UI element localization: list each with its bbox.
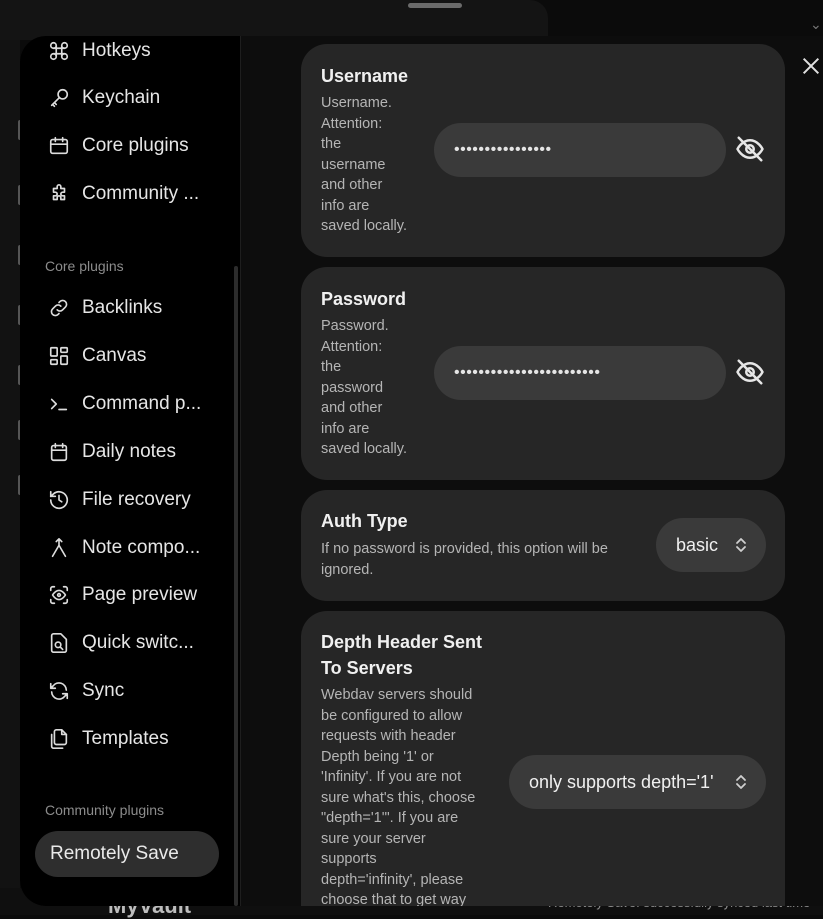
sidebar-item-templates[interactable] [48, 721, 169, 757]
section-label-core-plugins: Core plugins [45, 258, 124, 274]
sidebar-item-command-palette[interactable] [48, 386, 201, 422]
files-icon [48, 728, 70, 750]
sidebar-item-label: Templates [82, 728, 169, 749]
eye-off-icon [735, 134, 765, 164]
settings-sidebar [20, 36, 240, 906]
username-input[interactable]: •••••••••••••••• [434, 123, 726, 177]
password-input[interactable]: •••••••••••••••••••••••• [434, 346, 726, 400]
calendar-icon [48, 441, 70, 463]
select-value: basic [676, 534, 719, 555]
sidebar-item-file-recovery[interactable] [48, 482, 191, 518]
eye-off-icon [735, 357, 765, 387]
sidebar-item-label: Community ... [82, 183, 200, 204]
setting-description: If no password is provided, this option will be ignored. [321, 541, 608, 578]
setting-title: Depth Header Sent To Servers [321, 632, 483, 678]
sidebar-item-label: Sync [82, 680, 125, 701]
sidebar-item-page-preview[interactable] [48, 577, 197, 613]
toggle-visibility-button[interactable] [733, 355, 767, 389]
sidebar-item-label: Hotkeys [82, 40, 151, 61]
sidebar-item-label: Command p... [82, 393, 202, 414]
sidebar-item-label: File recovery [82, 489, 191, 510]
terminal-icon [48, 393, 70, 415]
sidebar-item-daily-notes[interactable] [48, 434, 176, 470]
sidebar-item-label: Note compo... [82, 537, 201, 558]
setting-depth-header [301, 611, 785, 906]
setting-description: Username. Attention: the username and other info are saved locally. [321, 95, 407, 234]
setting-description: Password. Attention: the password and other info are saved locally. [321, 318, 407, 457]
chevron-up-down-icon [734, 774, 748, 790]
sidebar-item-label: Canvas [82, 345, 147, 366]
link-icon [48, 297, 70, 319]
sidebar-item-hotkeys[interactable] [48, 36, 151, 69]
depth-select[interactable] [509, 755, 766, 809]
setting-title: Password [321, 289, 407, 309]
command-icon [48, 40, 70, 62]
sidebar-item-note-composer[interactable] [48, 530, 200, 566]
settings-content [241, 36, 823, 906]
setting-description: Webdav servers should be configured to allow requests with header Depth being '1' or 'Infinity'. If you are not sure what's this, choose "depth='1'". If you are sure your server supports depth='infinity', please choose that to get way [321, 687, 476, 906]
sidebar-item-community-plugins[interactable] [48, 176, 199, 212]
history-icon [48, 489, 70, 511]
chevron-up-down-icon [734, 537, 748, 553]
sidebar-item-quick-switcher[interactable] [48, 625, 194, 661]
sidebar-item-label: Keychain [82, 87, 161, 108]
sidebar-item-label: Daily notes [82, 441, 176, 462]
puzzle-icon [48, 183, 70, 205]
auth-type-select[interactable] [656, 518, 766, 572]
background-app-header [0, 0, 548, 40]
refresh-icon [48, 680, 70, 702]
sidebar-item-label: Core plugins [82, 135, 189, 156]
setting-password [301, 267, 785, 480]
close-button[interactable] [800, 55, 823, 85]
sidebar-item-label: Page preview [82, 584, 198, 605]
setting-username [301, 44, 785, 257]
close-icon [800, 55, 822, 77]
sidebar-item-backlinks[interactable] [48, 290, 162, 326]
sidebar-item-label: Quick switc... [82, 632, 194, 653]
select-value: only supports depth='1' [529, 771, 714, 792]
section-label-community-plugins: Community plugins [45, 802, 165, 818]
sidebar-item-label: Backlinks [82, 297, 163, 318]
toggle-visibility-button[interactable] [733, 132, 767, 166]
layout-icon [48, 345, 70, 367]
chevron-down-icon: ⌄ [810, 16, 822, 32]
setting-title: Auth Type [321, 511, 408, 531]
sidebar-item-keychain[interactable] [48, 80, 160, 116]
background-ribbon [0, 40, 20, 915]
calendar-box-icon [48, 135, 70, 157]
split-icon [48, 537, 70, 559]
file-search-icon [48, 632, 70, 654]
sidebar-item-core-plugins[interactable] [48, 128, 189, 164]
setting-auth-type [301, 490, 785, 601]
key-icon [48, 87, 70, 109]
sidebar-item-canvas[interactable] [48, 338, 146, 374]
sidebar-scrollbar[interactable] [234, 266, 238, 906]
sidebar-item-label: Remotely Save [50, 843, 179, 864]
scan-eye-icon [48, 584, 70, 606]
setting-title: Username [321, 66, 409, 86]
drag-handle[interactable] [408, 3, 462, 8]
sidebar-item-sync[interactable] [48, 673, 124, 709]
sidebar-item-remotely-save[interactable] [35, 831, 219, 877]
